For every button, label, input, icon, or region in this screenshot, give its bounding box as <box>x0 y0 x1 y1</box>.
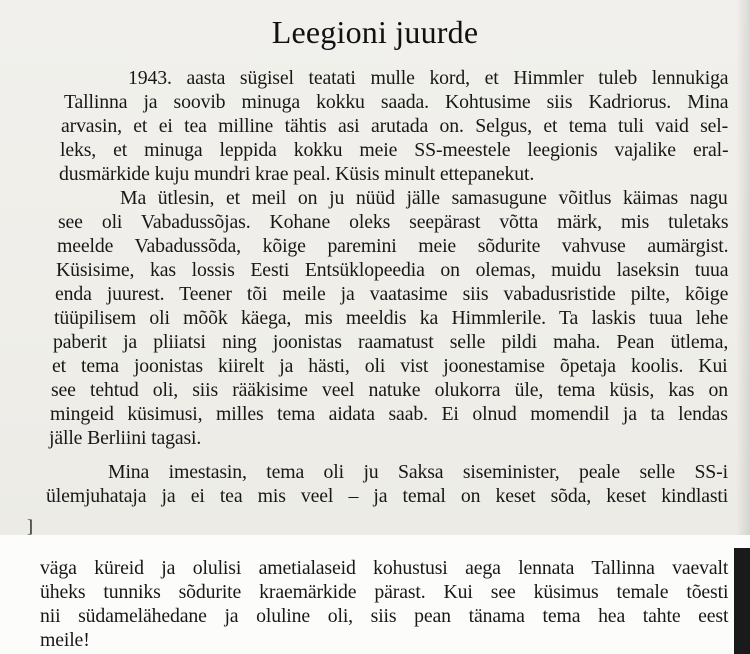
text-line: dusmärkide kuju mundri krae peal. Küsis minult ettepanekut. <box>59 163 535 185</box>
text-line: tüüpilisem oli mõõk käega, mis meeldis ka Himmlerile. Ta laskis tuua lehe <box>54 307 729 329</box>
text-line: Ma ütlesin, et meil on ju nüüd jälle samasugune võitlus käimas nagu <box>120 187 728 209</box>
margin-bracket-mark: ] <box>27 516 33 536</box>
text-line: mingeid küsimusi, milles tema aidata saab. Ei olnud momendil ja ta lendas <box>50 403 728 425</box>
text-line: Mina imestasin, tema oli ju Saksa siseminister, peale selle SS-i <box>108 461 728 483</box>
text-line: 1943. aasta sügisel teatati mulle kord, et Himmler tuleb lennukiga <box>128 67 729 89</box>
text-line: arvasin, et ei tea milline tähtis asi arutada on. Selgus, et tema tuli vaid sel- <box>61 115 729 137</box>
text-line: see tehtud oli, siis rääkisime veel natuke olukorra üle, tema küsis, kas on <box>51 379 728 401</box>
text-line: meile! <box>40 629 90 651</box>
text-line: et tema joonistas kiirelt ja hästi, oli vist joonestamise õpetaja koolis. Kui <box>52 355 728 377</box>
page-title: Leegioni juurde <box>271 14 479 50</box>
text-line: leks, et minuga leppida kokku meie SS-meestele leegionis vajalike eral- <box>60 139 729 161</box>
text-line: paberit ja pliiatsi ning joonistas raamatust selle pildi maha. Pean ütlema, <box>53 331 729 353</box>
page-edge-dark <box>734 548 750 654</box>
page-edge-shadow <box>736 0 750 535</box>
text-line: väga küreid ja olulisi ametialaseid kohustusi aega lennata Tallinna vaevalt <box>40 557 729 579</box>
text-line: üheks tunniks sõdurite kraemärkide pärast. Kui see küsimus temale tõesti <box>40 581 729 603</box>
text-line: nii südamelähedane ja oluline oli, siis pean tänama tema hea tahte eest <box>40 605 729 627</box>
text-line: Tallinna ja soovib minuga kokku saada. Kohtusime siis Kadriorus. Mina <box>64 91 729 113</box>
text-line: Küsisime, kas lossis Eesti Entsüklopeedia on olemas, muidu laseksin tuua <box>56 259 729 281</box>
text-line: meelde Vabadussõda, kõige paremini meie sõdurite vahvuse aumärgist. <box>57 235 729 257</box>
text-line: ülemjuhataja ja ei tea mis veel – ja temal on keset sõda, keset kindlasti <box>46 485 729 507</box>
text-line: enda juurest. Teener tõi meile ja vaatasime siis vabadusristide pilte, kõige <box>55 283 729 305</box>
text-line: see oli Vabadussõjas. Kohane oleks seepärast võtta märk, mis tuletaks <box>58 211 729 233</box>
text-line: jälle Berliini tagasi. <box>49 427 202 449</box>
